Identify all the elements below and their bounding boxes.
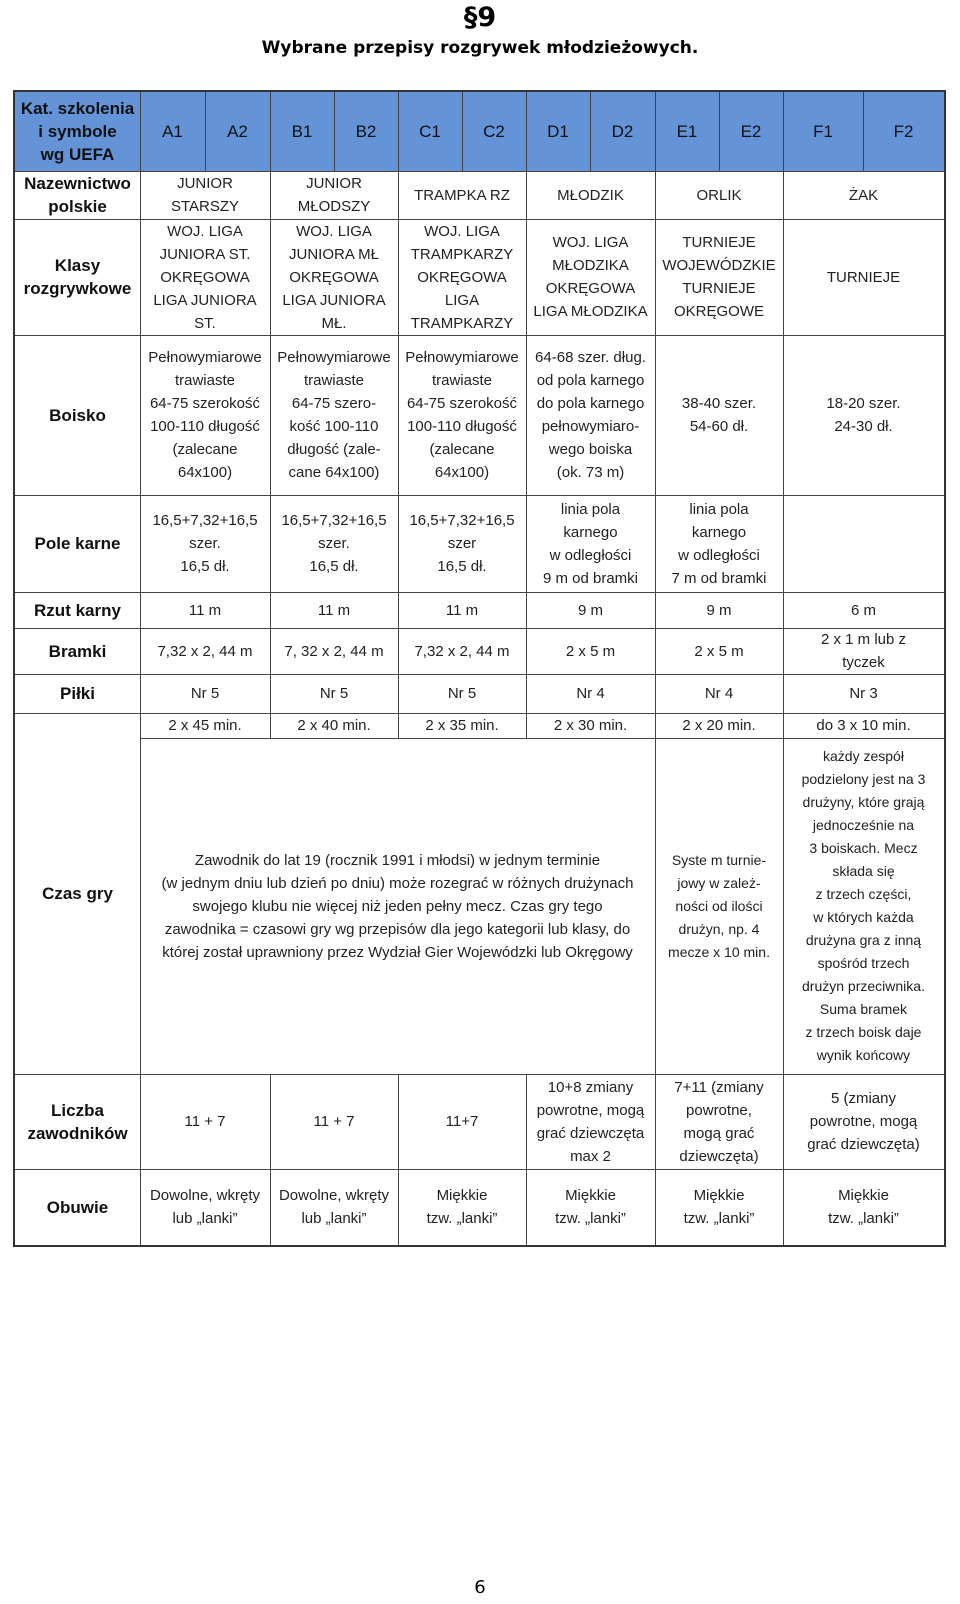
cell-pilki-5: Nr 4	[704, 685, 734, 702]
cell-bramki-6: 2 x 1 m lub z tyczek	[820, 631, 907, 671]
column-divider	[205, 92, 206, 171]
row-label-bramki: Bramki	[48, 641, 107, 661]
cell-klasy-1: WOJ. LIGA JUNIORA ST. OKRĘGOWA LIGA JUNIORA ST.	[153, 222, 257, 332]
cell-liczba-6: 5 (zmiany powrotne, mogą grać dziewczęta)	[807, 1090, 920, 1153]
cell-pole_karne-1: 16,5+7,32+16,5 szer. 16,5 dł.	[152, 512, 258, 575]
cell-liczba-2: 11 + 7	[313, 1113, 355, 1130]
column-divider	[270, 1074, 271, 1245]
cell-czas-gry-duration-6: do 3 x 10 min.	[816, 717, 911, 734]
uefa-symbol-d2: D2	[611, 122, 634, 141]
cell-boisko-3: Pełnowymiarowe trawiaste 64-75 szerokość 100-110 długość (zalecane 64x100)	[405, 349, 519, 481]
cell-obuwie-3: Miękkie tzw. „lanki”	[426, 1187, 498, 1227]
cell-liczba-4: 10+8 zmiany powrotne, mogą grać dziewczęta max 2	[536, 1078, 645, 1165]
cell-nazewnictwo-1: JUNIOR STARSZY	[170, 175, 240, 215]
cell-pole_karne-6	[783, 495, 944, 592]
column-divider	[398, 92, 399, 738]
row-label-pilki: Piłki	[60, 684, 95, 703]
row-label-pole_karne: Pole karne	[34, 534, 121, 553]
row-divider	[15, 171, 944, 172]
page-title: Wybrane przepisy rozgrywek młodzieżowych.	[261, 38, 699, 58]
cell-bramki-2: 7, 32 x 2, 44 m	[284, 642, 384, 660]
uefa-symbol-a1: A1	[162, 122, 183, 141]
cell-rzut_karny-5: 9 m	[706, 601, 732, 619]
cell-bramki-1: 7,32 x 2, 44 m	[157, 642, 253, 660]
column-divider	[783, 92, 784, 738]
row-divider	[15, 495, 944, 496]
row-divider	[15, 335, 944, 336]
uefa-symbol-b2: B2	[355, 122, 377, 141]
uefa-symbol-f1: F1	[813, 122, 833, 141]
cell-obuwie-6: Miękkie tzw. „lanki”	[828, 1187, 899, 1227]
cell-liczba-3: 11+7	[445, 1113, 479, 1130]
page-number: 6	[474, 1577, 486, 1598]
column-divider	[140, 92, 141, 1245]
cell-nazewnictwo-2: JUNIOR MŁODSZY	[297, 175, 371, 215]
header-label-uefa: Kat. szkolenia i symbole wg UEFA	[20, 99, 135, 164]
row-divider	[15, 628, 944, 629]
cell-pilki-4: Nr 4	[576, 685, 605, 702]
cell-czas-gry-note-a-d: Zawodnik do lat 19 (rocznik 1991 i młodsi) w jednym terminie (w jednym dniu lub dzień po dniu) może rozegrać w różnych drużynach swojego klubu nie więcej niż jeden pełny mecz. Czas gry tego zawodnika = czasowi gry wg przepisów dla jego kategorii lub klasy, do której został uprawniony przez Wydział Gier Wojewódzki lub Okręgowy	[161, 851, 634, 961]
cell-boisko-4: 64-68 szer. dług. od pola karnego do pola karnego pełnowymiaro- wego boiska (ok. 73 m)	[535, 349, 646, 481]
cell-obuwie-2: Dowolne, wkręty lub „lanki”	[278, 1187, 390, 1227]
cell-nazewnictwo-3: TRAMPKA RZ	[414, 186, 510, 204]
cell-liczba-5: 7+11 (zmiany powrotne, mogą grać dziewczęta)	[674, 1078, 764, 1165]
column-divider	[526, 1074, 527, 1245]
cell-czas-gry-duration-4: 2 x 30 min.	[553, 717, 628, 734]
cell-rzut_karny-6: 6 m	[850, 601, 876, 619]
row-divider	[15, 674, 944, 675]
column-divider	[783, 1074, 784, 1245]
uefa-symbol-c2: C2	[483, 122, 505, 141]
uefa-symbol-c1: C1	[419, 122, 441, 141]
uefa-symbol-f2: F2	[893, 122, 914, 141]
uefa-symbol-a2: A2	[227, 122, 248, 141]
cell-boisko-1: Pełnowymiarowe trawiaste 64-75 szerokość 100-110 długość (zalecane 64x100)	[148, 349, 262, 481]
cell-pole_karne-2: 16,5+7,32+16,5 szer. 16,5 dł.	[281, 512, 387, 575]
cell-czas-gry-duration-1: 2 x 45 min.	[168, 717, 242, 734]
row-divider	[15, 713, 944, 714]
cell-klasy-3: WOJ. LIGA TRAMPKARZY OKRĘGOWA LIGA TRAMPKARZY	[410, 222, 514, 332]
cell-bramki-5: 2 x 5 m	[694, 642, 744, 660]
cell-boisko-2: Pełnowymiarowe trawiaste 64-75 szero- kość 100-110 długość (zale- cane 64x100)	[277, 349, 391, 481]
cell-bramki-4: 2 x 5 m	[565, 642, 616, 660]
uefa-symbol-d1: D1	[547, 122, 569, 141]
cell-pilki-6: Nr 3	[849, 685, 878, 702]
cell-pole_karne-5: linia pola karnego w odległości 7 m od bramki	[671, 500, 767, 587]
cell-pilki-3: Nr 5	[447, 685, 477, 702]
cell-nazewnictwo-4: MŁODZIK	[557, 186, 624, 204]
cell-bramki-3: 7,32 x 2, 44 m	[414, 642, 510, 660]
cell-liczba-1: 11 + 7	[184, 1113, 226, 1130]
column-divider	[863, 92, 864, 171]
cell-boisko-6: 18-20 szer. 24-30 dł.	[826, 395, 901, 435]
row-label-obuwie: Obuwie	[46, 1197, 109, 1217]
cell-czas-gry-note-f: każdy zespół podzielony jest na 3 drużyny, które grają jednocześnie na 3 boiskach. Mecz składa się z trzech części, w których każda drużyna gra z inną spośród trzech drużyn przeciwnika. Suma bramek z trzech boisk daje wynik końcowy	[801, 748, 926, 1063]
uefa-symbol-e1: E1	[676, 122, 698, 141]
row-label-boisko: Boisko	[49, 405, 106, 425]
column-divider	[270, 92, 271, 738]
cell-pole_karne-3: 16,5+7,32+16,5 szer 16,5 dł.	[409, 512, 515, 575]
cell-boisko-5: 38-40 szer. 54-60 dł.	[681, 395, 757, 435]
cell-czas-gry-note-e: Syste m turnie- jowy w zależ- ności od ilości drużyn, np. 4 mecze x 10 min.	[668, 851, 770, 960]
cell-pole_karne-4: linia pola karnego w odległości 9 m od bramki	[542, 500, 639, 587]
row-label-nazewnictwo: Nazewnictwo polskie	[24, 174, 131, 216]
row-label-klasy: Klasy rozgrywkowe	[23, 256, 132, 298]
table-grid	[15, 92, 944, 1245]
cell-nazewnictwo-6: ŻAK	[848, 186, 879, 204]
cell-pilki-1: Nr 5	[190, 685, 220, 702]
cell-klasy-4: WOJ. LIGA MŁODZIKA OKRĘGOWA LIGA MŁODZIKA	[533, 234, 648, 320]
column-divider	[655, 92, 656, 738]
column-divider	[398, 1074, 399, 1245]
youth-rules-table	[13, 90, 946, 1247]
cell-rzut_karny-1: 11 m	[188, 601, 222, 619]
row-divider	[140, 738, 944, 739]
column-divider	[462, 92, 463, 171]
section-number: §9	[463, 2, 497, 33]
cell-czas-gry-duration-5: 2 x 20 min.	[682, 717, 756, 734]
cell-czas-gry-duration-2: 2 x 40 min.	[297, 717, 371, 734]
cell-obuwie-1: Dowolne, wkręty lub „lanki”	[149, 1187, 261, 1227]
cell-pilki-2: Nr 5	[319, 685, 349, 702]
cell-obuwie-4: Miękkie tzw. „lanki”	[555, 1187, 626, 1227]
column-divider	[783, 738, 784, 1074]
column-divider	[655, 1074, 656, 1245]
uefa-symbol-e2: E2	[740, 122, 762, 141]
cell-obuwie-5: Miękkie tzw. „lanki”	[683, 1187, 755, 1227]
cell-klasy-2: WOJ. LIGA JUNIORA MŁ OKRĘGOWA LIGA JUNIORA MŁ.	[282, 222, 386, 332]
row-divider	[15, 592, 944, 593]
cell-rzut_karny-2: 11 m	[317, 601, 351, 619]
row-label-liczba: Liczba zawodników	[27, 1100, 128, 1143]
cell-rzut_karny-3: 11 m	[445, 601, 479, 619]
cell-rzut_karny-4: 9 m	[577, 601, 603, 619]
uefa-symbol-b1: B1	[291, 122, 313, 141]
cell-czas-gry-duration-3: 2 x 35 min.	[425, 717, 499, 734]
row-divider	[15, 219, 944, 220]
column-divider	[719, 92, 720, 171]
row-label-czas-gry: Czas gry	[42, 884, 113, 903]
row-label-rzut_karny: Rzut karny	[34, 600, 121, 620]
column-divider	[334, 92, 335, 171]
row-divider	[15, 1169, 944, 1170]
column-divider	[526, 92, 527, 738]
column-divider	[655, 738, 656, 1074]
cell-klasy-6: TURNIEJE	[826, 268, 901, 286]
cell-nazewnictwo-5: ORLIK	[696, 186, 742, 204]
column-divider	[590, 92, 591, 171]
cell-klasy-5: TURNIEJE WOJEWÓDZKIE TURNIEJE OKRĘGOWE	[662, 234, 776, 320]
row-divider	[15, 1074, 944, 1075]
